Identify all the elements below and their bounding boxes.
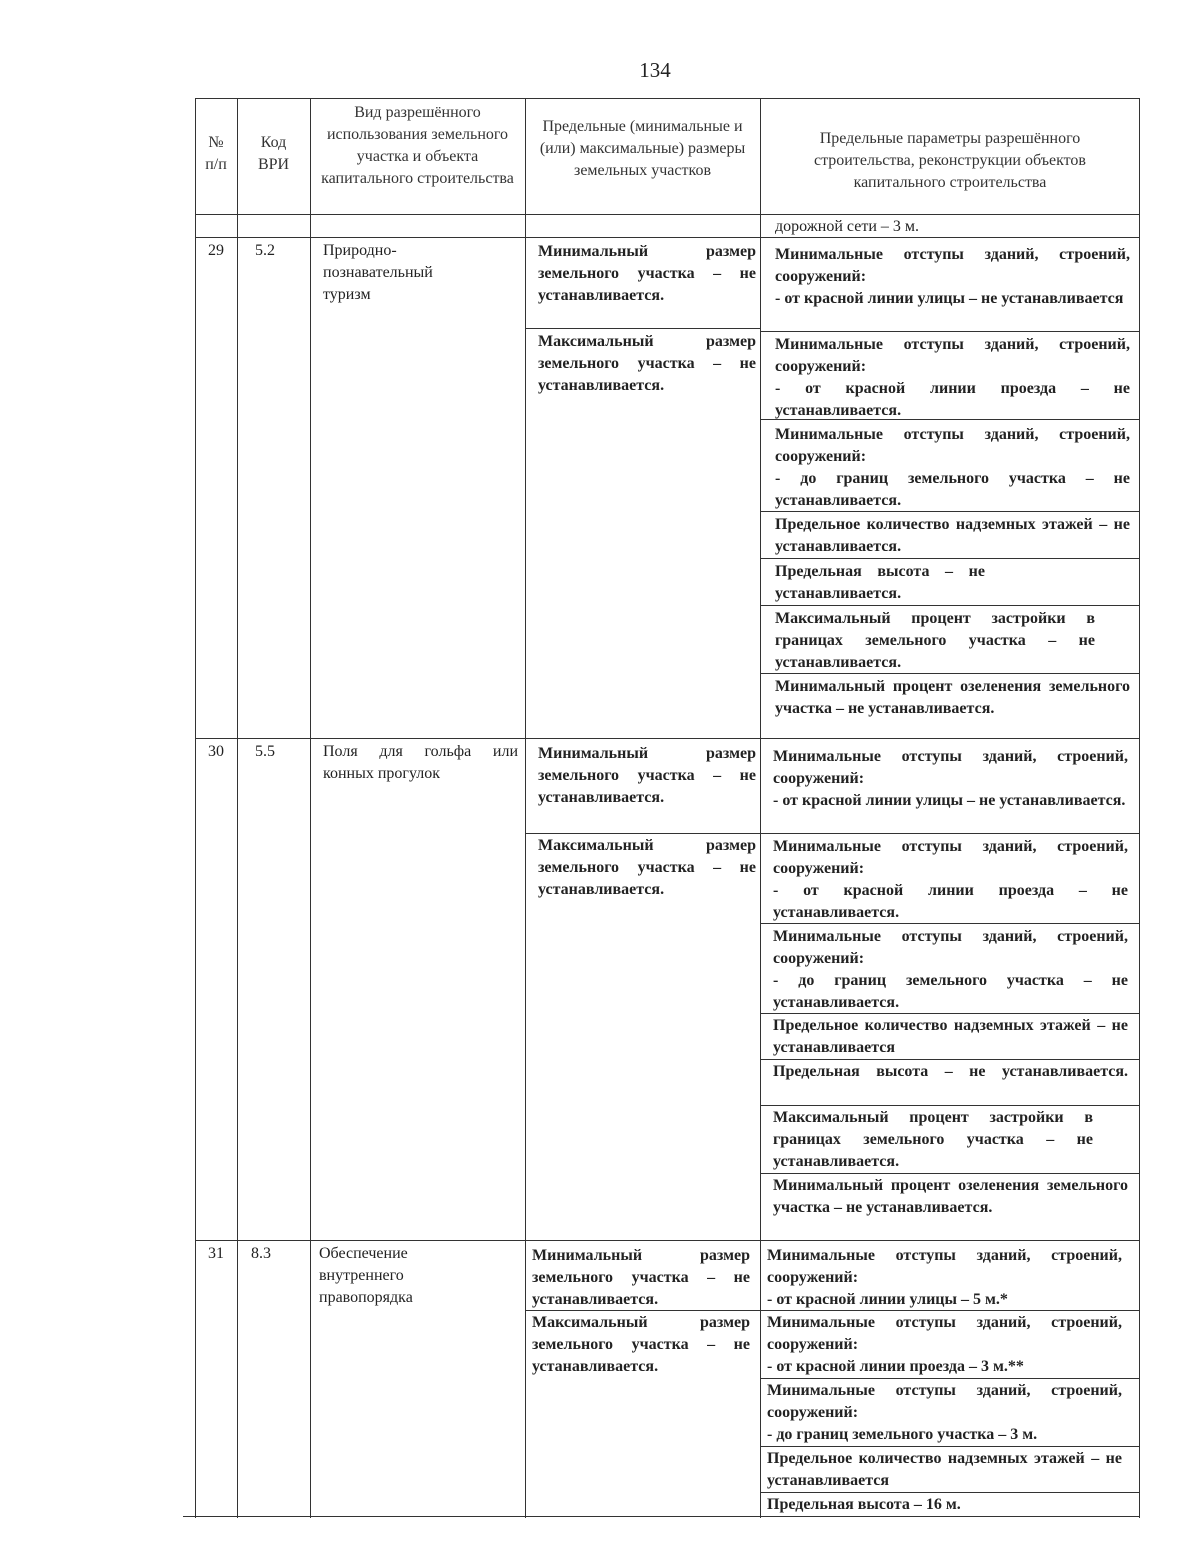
row-num: 31 [208, 1245, 224, 1262]
param-cell: Минимальные отступы зданий, строений, сооружений: - от красной линии проезда – не устанавливается. [773, 838, 1128, 921]
col-divider-num [237, 98, 238, 1518]
param-cell: Минимальный процент озеленения земельного участка – не устанавливается. [773, 1177, 1128, 1216]
size-max: Максимальный размер земельного участка – не устанавливается. [532, 1314, 750, 1375]
size-max: Максимальный размер земельного участка – не устанавливается. [538, 837, 756, 898]
row-31-param-divider [760, 1378, 1140, 1379]
param-cell: Минимальные отступы зданий, строений, сооружений: - от красной линии улицы – не устанавливается [775, 246, 1130, 307]
row-code: 5.2 [255, 242, 275, 259]
table-bottom-border [183, 1516, 1140, 1517]
size-min: Минимальный размер земельного участка – не устанавливается. [538, 243, 756, 304]
row-30-top-border [195, 738, 1140, 739]
row-num: 30 [208, 743, 224, 760]
row-29-param-divider [760, 331, 1140, 332]
header-use: Вид разрешённого использования земельного участка и объекта капитального строительства [321, 104, 514, 187]
header-params: Предельные параметры разрешённого строительства, реконструкции объектов капитального строительства [814, 130, 1086, 191]
row-29-param-divider [760, 558, 1140, 559]
row-use: Поля для гольфа или конных прогулок [323, 743, 518, 782]
param-cell: Минимальные отступы зданий, строений, сооружений: - от красной линии улицы – не устанавливается. [773, 748, 1128, 809]
row-29-size-divider [525, 328, 760, 329]
row-30-size-divider [525, 833, 760, 834]
param-cell: Максимальный процент застройки в границах земельного участка – не устанавливается. [773, 1109, 1093, 1170]
param-cell: Предельное количество надземных этажей – не устанавливается [773, 1017, 1128, 1056]
row-30-param-divider [760, 833, 1140, 834]
param-cell: Минимальные отступы зданий, строений, сооружений: - до границ земельного участка – не устанавливается. [775, 426, 1130, 509]
row-31-top-border [195, 1240, 1140, 1241]
page-number: 134 [639, 58, 671, 82]
param-cell: Предельная высота – не устанавливается. [775, 563, 985, 602]
row-code: 8.3 [251, 1245, 271, 1262]
param-cell: Предельная высота – не устанавливается. [773, 1063, 1128, 1080]
param-cell: Минимальные отступы зданий, строений, сооружений: - до границ земельного участка – не устанавливается. [773, 928, 1128, 1011]
header-sizes: Предельные (минимальные и (или) максимальные) размеры земельных участков [539, 118, 746, 179]
row-31-param-divider [760, 1492, 1140, 1493]
continuation-text: дорожной сети – 3 м. [775, 218, 919, 235]
row-30-param-divider [760, 1105, 1140, 1106]
table-left-border [195, 98, 196, 1518]
table-right-border [1139, 98, 1140, 1518]
col-divider-sizes [760, 98, 761, 1518]
size-max: Максимальный размер земельного участка – не устанавливается. [538, 333, 756, 394]
row-29-param-divider [760, 605, 1140, 606]
row-code: 5.5 [255, 743, 275, 760]
param-cell: Минимальные отступы зданий, строений, сооружений: - от красной линии улицы – 5 м.* [767, 1247, 1122, 1308]
row-use: Обеспечение внутреннего правопорядка [319, 1245, 413, 1306]
row-num: 29 [208, 242, 224, 259]
param-cell: Предельное количество надземных этажей – не устанавливается [767, 1450, 1122, 1489]
row-use: Природно-познавательный туризм [323, 242, 433, 303]
param-cell: Минимальные отступы зданий, строений, сооружений: - от красной линии проезда – 3 м.** [767, 1314, 1122, 1375]
param-cell: Минимальные отступы зданий, строений, сооружений: - от красной линии проезда – не устанавливается. [775, 336, 1130, 419]
param-cell: Максимальный процент застройки в границах земельного участка – не устанавливается. [775, 610, 1095, 671]
header-num: № п/п [205, 134, 227, 173]
header-code: Код ВРИ [257, 134, 290, 173]
row-30-param-divider [760, 1059, 1140, 1060]
land-use-table [195, 98, 1140, 1518]
row-30-param-divider [760, 1173, 1140, 1174]
header-bottom-border [195, 214, 1140, 215]
size-min: Минимальный размер земельного участка – не устанавливается. [538, 745, 756, 806]
size-min: Минимальный размер земельного участка – не устанавливается. [532, 1247, 750, 1308]
param-cell: Предельное количество надземных этажей – не устанавливается. [775, 516, 1130, 555]
col-divider-code [310, 98, 311, 1518]
param-cell: Минимальные отступы зданий, строений, сооружений: - до границ земельного участка – 3 м. [767, 1382, 1122, 1443]
table-top-border [195, 98, 1140, 99]
row-31-param-divider [760, 1446, 1140, 1447]
param-cell: Минимальный процент озеленения земельного участка – не устанавливается. [775, 678, 1130, 717]
param-cell: Предельная высота – 16 м. [767, 1496, 961, 1513]
col-divider-use [525, 98, 526, 1518]
